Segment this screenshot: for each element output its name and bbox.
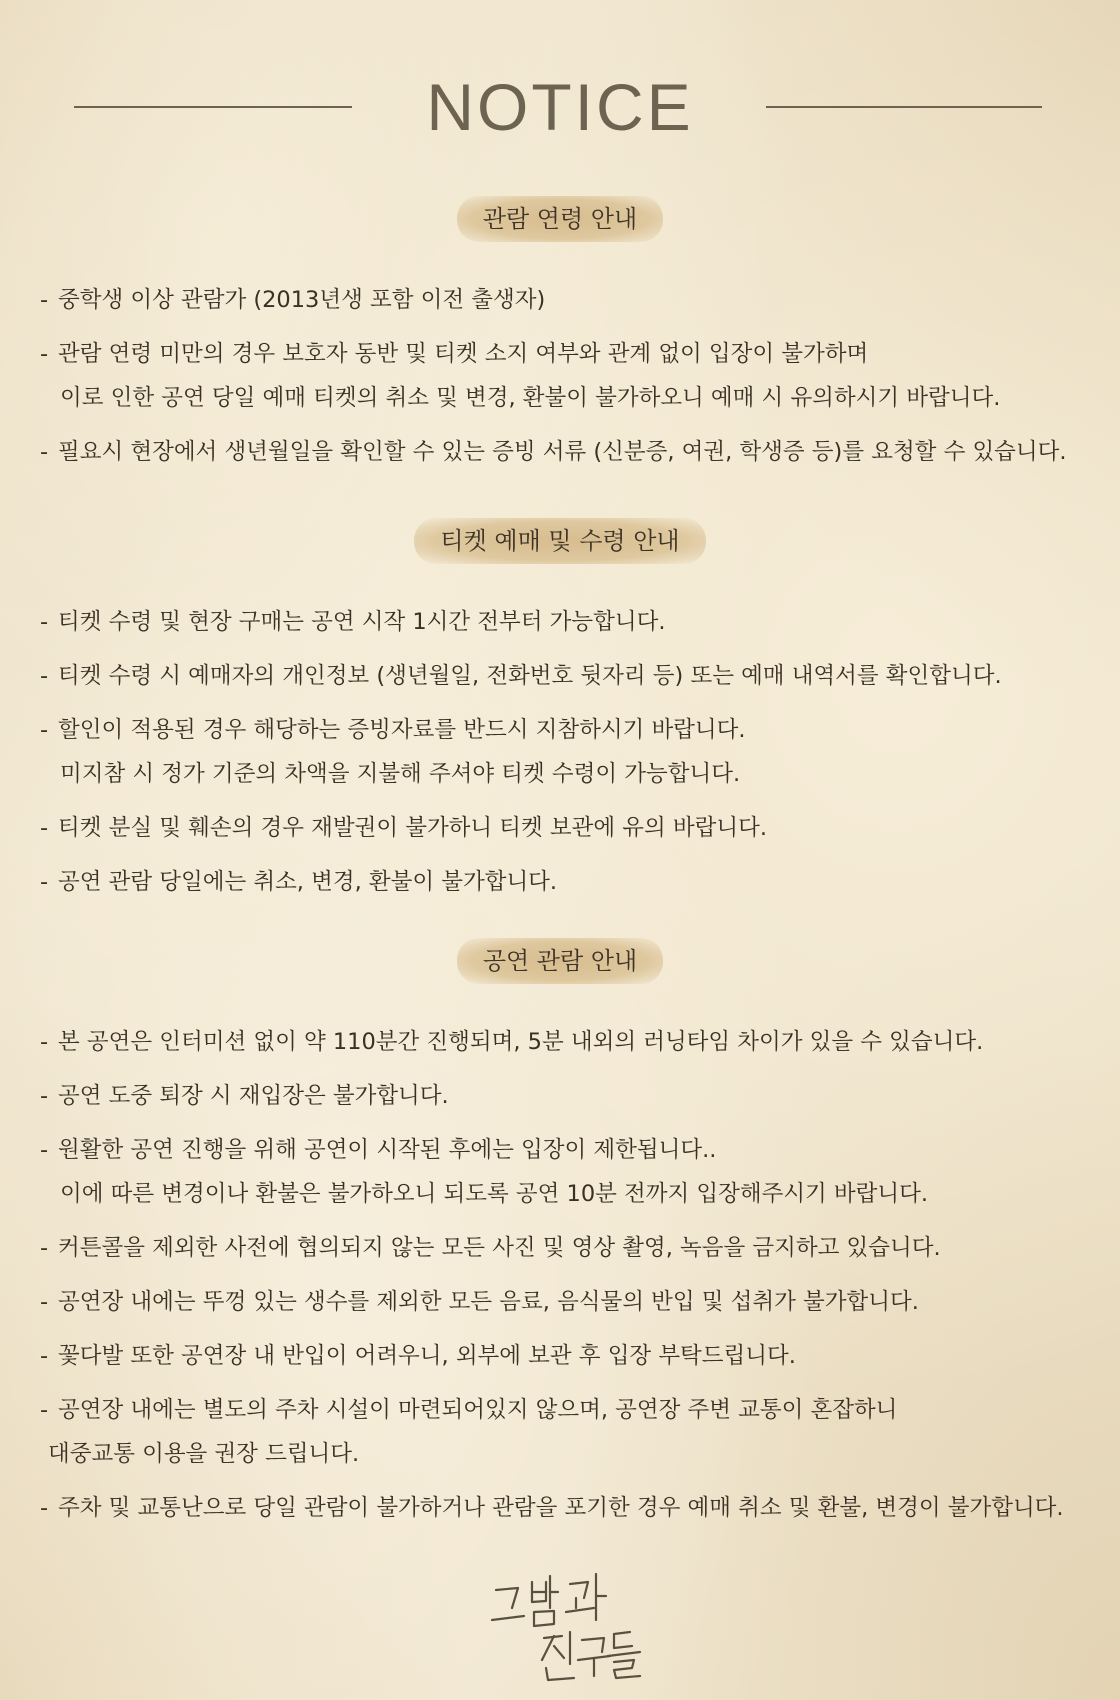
item-text: 공연 도중 퇴장 시 재입장은 불가합니다. — [58, 1083, 449, 1109]
section-title: 공연 관람 안내 — [457, 938, 663, 984]
list-item — [0, 1280, 1120, 1324]
header-rule-right — [766, 106, 1042, 108]
bullet-dash: - — [40, 1137, 49, 1163]
item-text: 관람 연령 미만의 경우 보호자 동반 및 티켓 소지 여부와 관계 없이 입장이 불가하며 — [58, 341, 869, 367]
list-item — [0, 1226, 1120, 1270]
item-text: 공연장 내에는 별도의 주차 시설이 마련되어있지 않으며, 공연장 주변 교통이 혼잡하니 — [58, 1397, 898, 1423]
item-text-continued: 이에 따른 변경이나 환불은 불가하오니 되도록 공연 10분 전까지 입장해주시기 바랍니다. — [60, 1181, 929, 1207]
list-item — [0, 1074, 1120, 1118]
list-item — [0, 1020, 1120, 1064]
list-item — [0, 708, 1120, 796]
section-heading — [0, 938, 1120, 986]
list-item — [0, 806, 1120, 850]
item-text: 꽃다발 또한 공연장 내 반입이 어려우니, 외부에 보관 후 입장 부탁드립니다. — [58, 1343, 796, 1369]
bullet-dash: - — [40, 1083, 49, 1109]
bullet-dash: - — [40, 869, 49, 895]
notice-header — [0, 68, 1120, 148]
list-item — [0, 654, 1120, 698]
section-title: 관람 연령 안내 — [457, 196, 663, 242]
list-item — [0, 1388, 1120, 1476]
item-text: 커튼콜을 제외한 사전에 협의되지 않는 모든 사진 및 영상 촬영, 녹음을 금지하고 있습니다. — [58, 1235, 941, 1261]
bullet-dash: - — [40, 1397, 49, 1423]
section-title: 티켓 예매 및 수령 안내 — [414, 518, 705, 564]
bullet-dash: - — [40, 1289, 49, 1315]
item-text-continued: 이로 인한 공연 당일 예매 티켓의 취소 및 변경, 환불이 불가하오니 예매 시 유의하시기 바랍니다. — [60, 385, 1001, 411]
item-text: 할인이 적용된 경우 해당하는 증빙자료를 반드시 지참하시기 바랍니다. — [58, 717, 746, 743]
bullet-dash: - — [40, 663, 49, 689]
item-text-continued: 대중교통 이용을 권장 드립니다. — [48, 1441, 360, 1467]
item-text: 중학생 이상 관람가 (2013년생 포함 이전 출생자) — [58, 287, 546, 313]
bullet-dash: - — [40, 287, 49, 313]
list-item — [0, 332, 1120, 420]
list-item — [0, 1486, 1120, 1530]
section-ticket-guide — [0, 518, 1120, 904]
list-item — [0, 1128, 1120, 1216]
list-item — [0, 860, 1120, 904]
item-text: 원활한 공연 진행을 위해 공연이 시작된 후에는 입장이 제한됩니다.. — [58, 1137, 717, 1163]
item-text: 공연장 내에는 뚜껑 있는 생수를 제외한 모든 음료, 음식물의 반입 및 섭취가 불가합니다. — [58, 1289, 919, 1315]
item-text-continued: 미지참 시 정가 기준의 차액을 지불해 주셔야 티켓 수령이 가능합니다. — [60, 761, 741, 787]
notice-list — [0, 278, 1120, 474]
section-heading — [0, 518, 1120, 566]
section-age-guide — [0, 196, 1120, 474]
bullet-dash: - — [40, 1235, 49, 1261]
bullet-dash: - — [40, 1029, 49, 1055]
bullet-dash: - — [40, 717, 49, 743]
list-item — [0, 430, 1120, 474]
section-heading — [0, 196, 1120, 244]
section-performance-guide — [0, 938, 1120, 1530]
item-text: 본 공연은 인터미션 없이 약 110분간 진행되며, 5분 내외의 러닝타임 차이가 있을 수 있습니다. — [58, 1029, 984, 1055]
notice-list — [0, 600, 1120, 904]
notice-list — [0, 1020, 1120, 1530]
bullet-dash: - — [40, 815, 49, 841]
item-text: 필요시 현장에서 생년월일을 확인할 수 있는 증빙 서류 (신분증, 여권, 학생증 등)를 요청할 수 있습니다. — [58, 439, 1067, 465]
page-title: NOTICE — [426, 70, 694, 144]
item-text: 티켓 수령 시 예매자의 개인정보 (생년월일, 전화번호 뒷자리 등) 또는 예매 내역서를 확인합니다. — [58, 663, 1002, 689]
bullet-dash: - — [40, 1343, 49, 1369]
bullet-dash: - — [40, 439, 49, 465]
bullet-dash: - — [40, 1495, 49, 1521]
list-item — [0, 600, 1120, 644]
item-text: 티켓 분실 및 훼손의 경우 재발권이 불가하니 티켓 보관에 유의 바랍니다. — [58, 815, 767, 841]
list-item — [0, 1334, 1120, 1378]
list-item — [0, 278, 1120, 322]
bullet-dash: - — [40, 609, 49, 635]
item-text: 티켓 수령 및 현장 구매는 공연 시작 1시간 전부터 가능합니다. — [58, 609, 666, 635]
item-text: 공연 관람 당일에는 취소, 변경, 환불이 불가합니다. — [58, 869, 558, 895]
item-text: 주차 및 교통난으로 당일 관람이 불가하거나 관람을 포기한 경우 예매 취소 및 환불, 변경이 불가합니다. — [58, 1495, 1064, 1521]
bullet-dash: - — [40, 341, 49, 367]
signature-logo — [488, 1568, 648, 1688]
